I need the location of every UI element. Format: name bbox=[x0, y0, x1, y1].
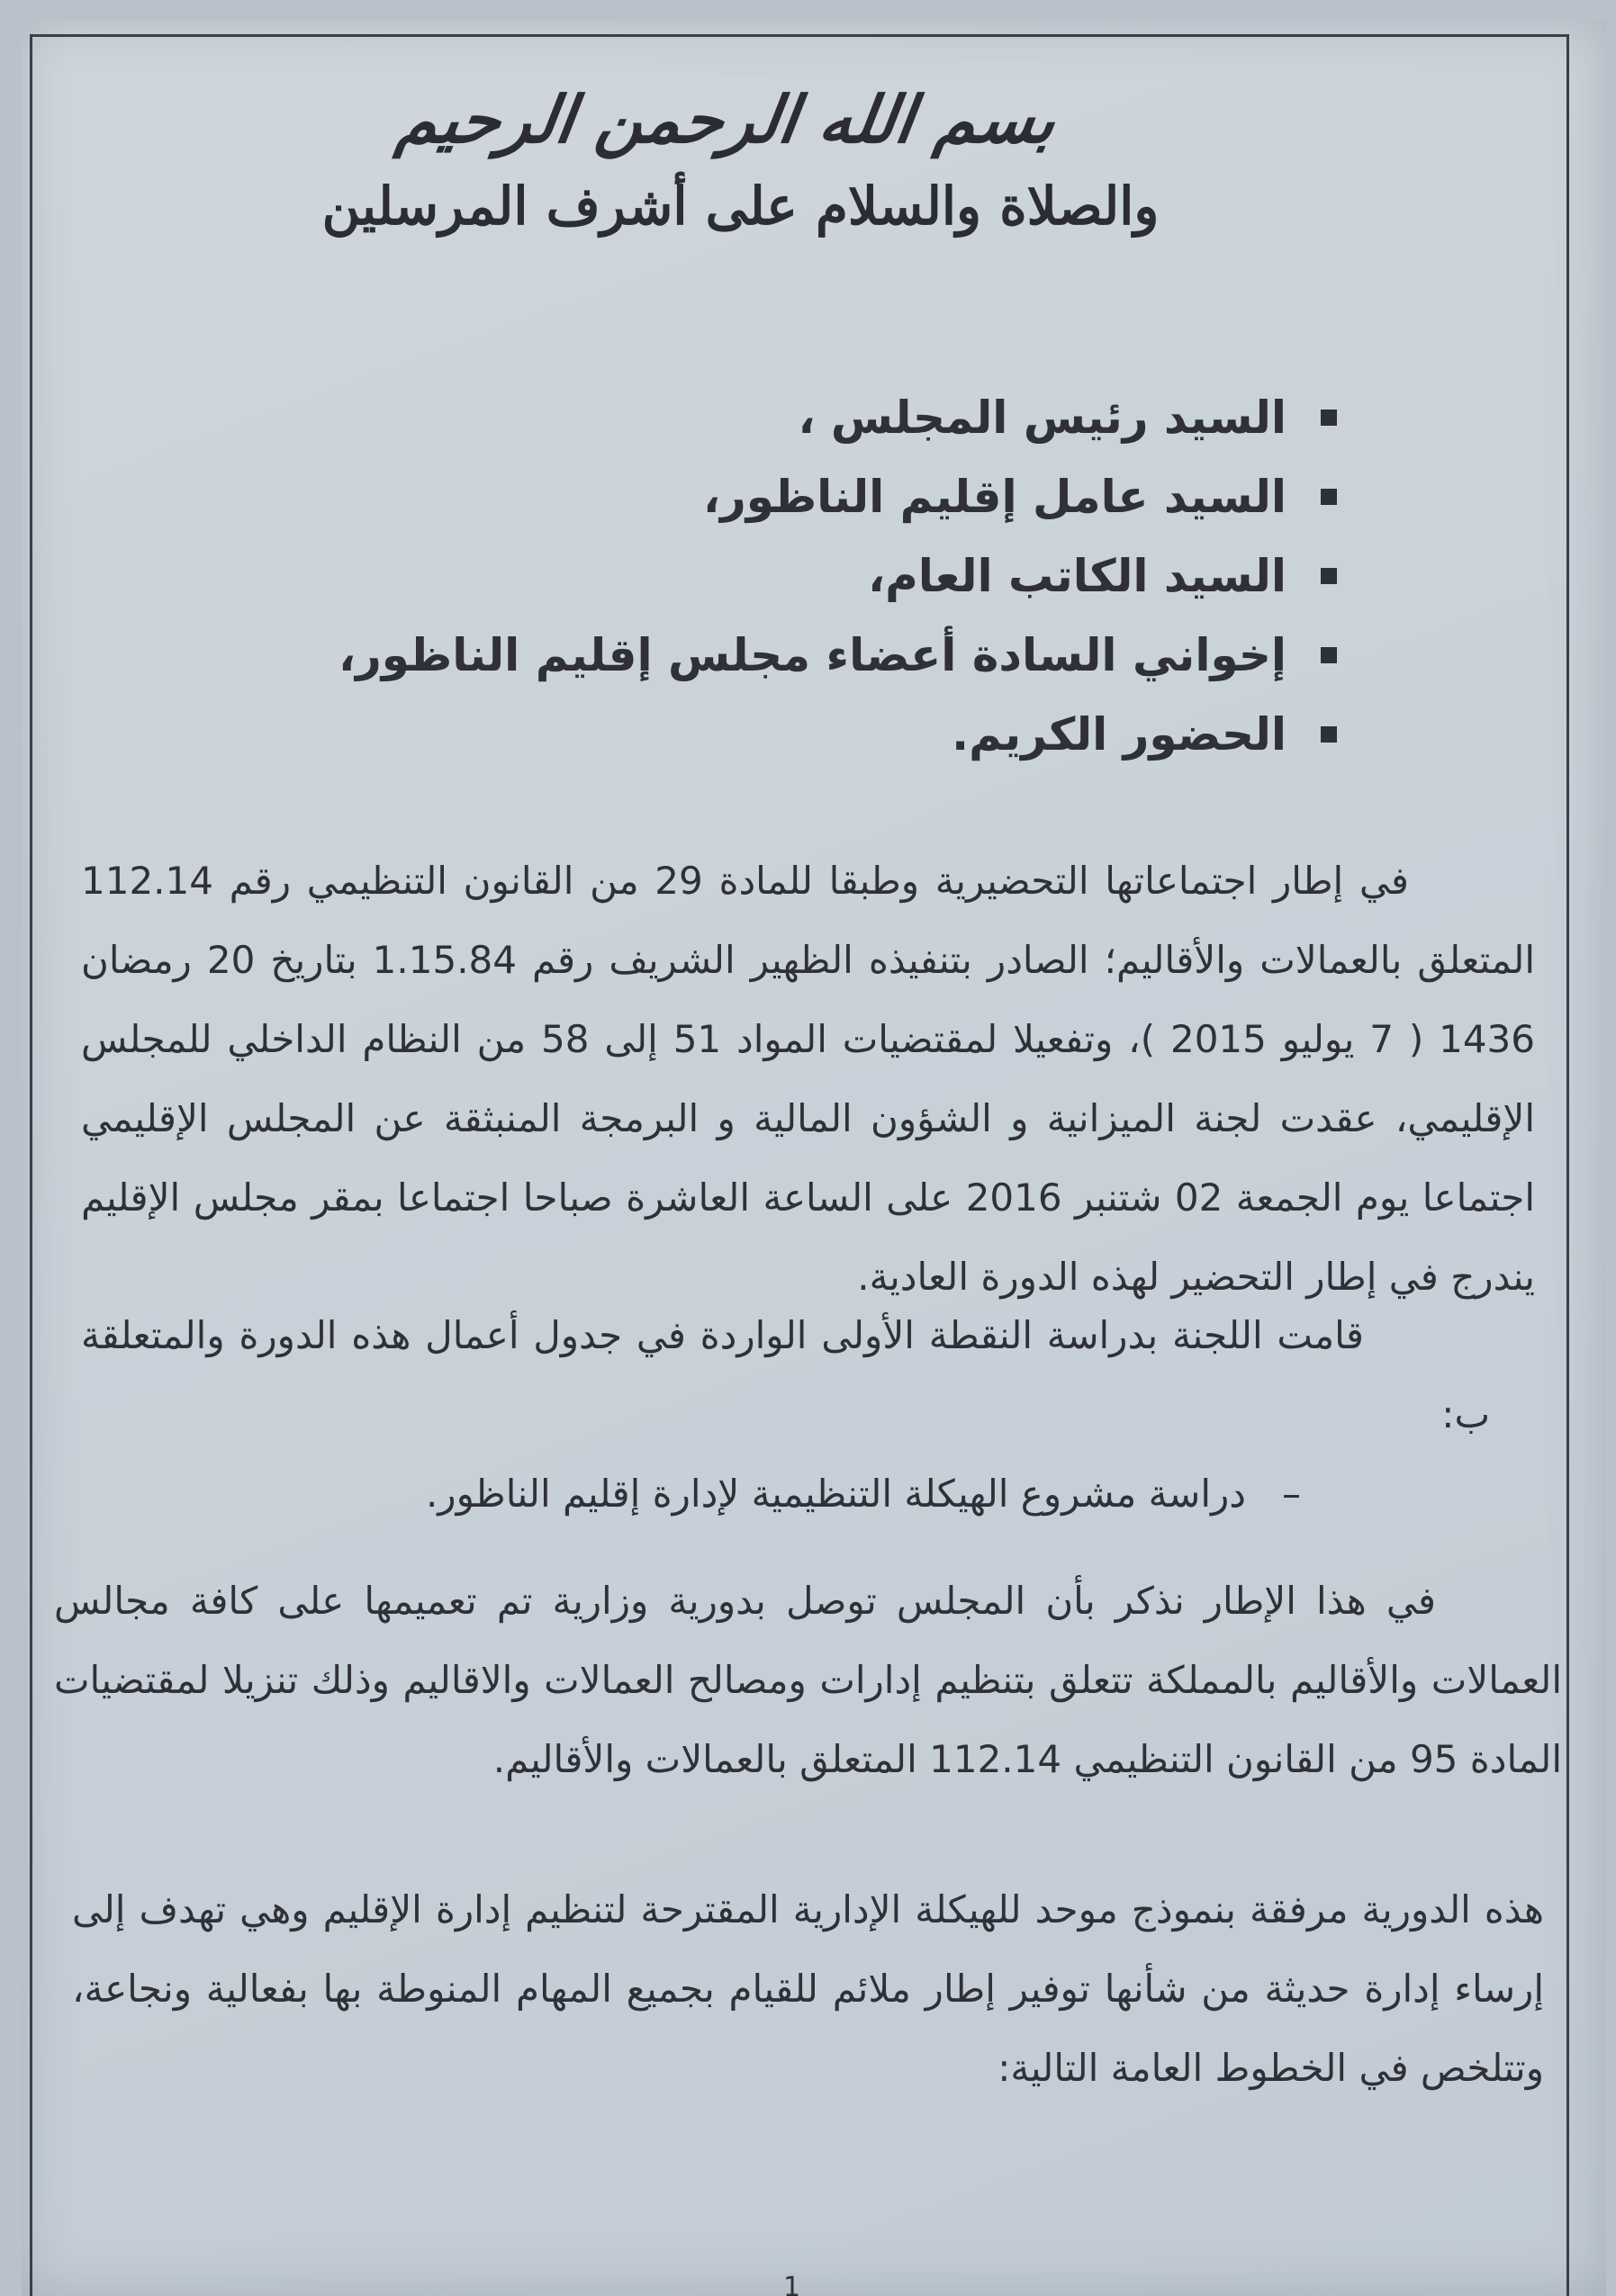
basmala-calligraphy: بسم الله الرحمن الرحيم bbox=[393, 81, 1061, 158]
square-bullet-icon bbox=[1321, 410, 1337, 426]
square-bullet-icon bbox=[1321, 568, 1337, 584]
addressee-item: السيد عامل إقليم الناظور، bbox=[339, 457, 1337, 536]
square-bullet-icon bbox=[1321, 489, 1337, 505]
paragraph-agenda-item: قامت اللجنة بدراسة النقطة الأولى الواردة في جدول أعمال هذه الدورة والمتعلقة ب: –دراسة مشروع الهيكلة التنظيمية لإدارة إقليم الناظور. bbox=[81, 1296, 1490, 1534]
paragraph-ministerial-circular: في هذا الإطار نذكر بأن المجلس توصل بدورية وزارية تم تعميمها على كافة مجالس العمالات والأقاليم بالمملكة تتعلق بتنظيم إدارات ومصالح العمالات والاقاليم وذلك تنزيلا لمقتضيات المادة 95 من القانون التنظيمي 112.14 المتعلق بالعمالات والأقاليم. bbox=[54, 1579, 1562, 1781]
paragraph-meeting-context: في إطار اجتماعاتها التحضيرية وطبقا للمادة 29 من القانون التنظيمي رقم 112.14 المتعلق بالعمالات والأقاليم؛ الصادر بتنفيذه الظهير الشريف رقم 1.15.84 بتاريخ 20 رمضان 1436 ( 7 يوليو 2015 )، وتفعيلا لمقتضيات المواد 51 إلى 58 من النظام الداخلي للمجلس الإقليمي، عقدت لجنة الميزانية و الشؤون المالية و البرمجة المنبثقة عن المجلس الإقليمي اجتماعا يوم الجمعة 02 شتنبر 2016 على الساعة العاشرة صباحا اجتماعا بمقر مجلس الإقليم يندرج في إطار التحضير لهذه الدورة العادية. bbox=[81, 859, 1535, 1299]
addressee-item: إخواني السادة أعضاء مجلس إقليم الناظور، bbox=[339, 616, 1337, 695]
agenda-list-item: –دراسة مشروع الهيكلة التنظيمية لإدارة إقليم الناظور. bbox=[425, 1472, 1301, 1516]
square-bullet-icon bbox=[1321, 647, 1337, 663]
addressee-list bbox=[339, 378, 1337, 774]
paragraph-circular-goals: هذه الدورية مرفقة بنموذج موحد للهيكلة الإدارية المقترحة لتنظيم إدارة الإقليم وهي تهدف إلى إرساء إدارة حديثة من شأنها توفير إطار ملائم للقيام بجميع المهام المنوطة بها بفعالية ونجاعة، وتتلخص في الخطوط العامة التالية: bbox=[72, 1887, 1544, 2090]
document-header bbox=[0, 81, 1616, 237]
salutation-line: والصلاة والسلام على أشرف المرسلين bbox=[321, 176, 1160, 237]
page-number: 1 bbox=[783, 2272, 801, 2296]
addressee-item: الحضور الكريم. bbox=[339, 695, 1337, 774]
addressee-item: السيد الكاتب العام، bbox=[339, 536, 1337, 616]
addressee-item: السيد رئيس المجلس ، bbox=[339, 378, 1337, 457]
square-bullet-icon bbox=[1321, 726, 1337, 743]
